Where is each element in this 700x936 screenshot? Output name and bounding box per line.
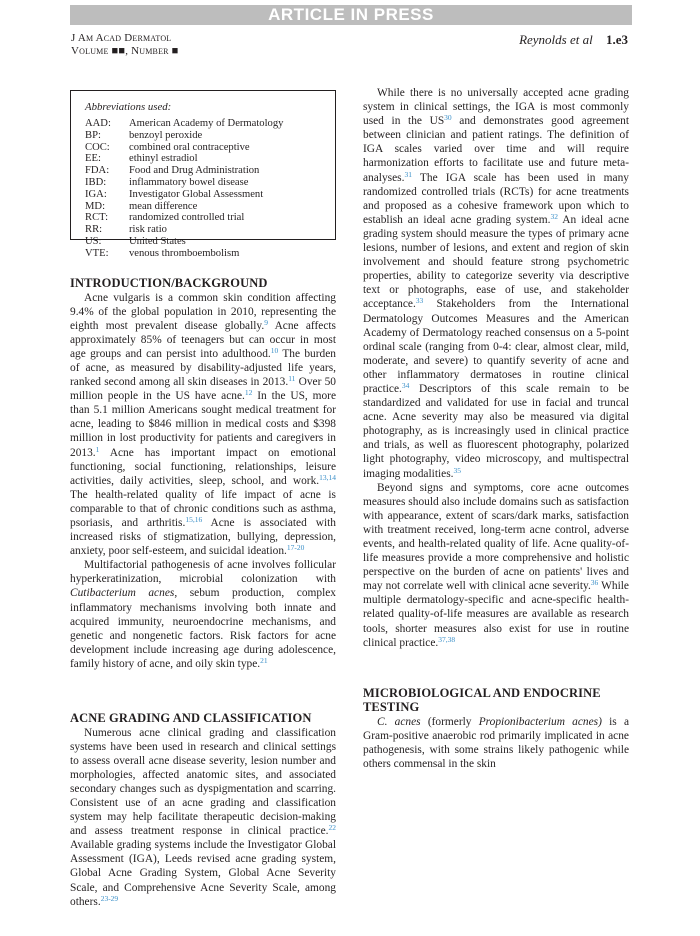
running-head-authors: Reynolds et al xyxy=(519,32,593,47)
abbreviation-row xyxy=(85,236,322,248)
citation-link[interactable]: 21 xyxy=(260,655,268,665)
italic-text: C. acnes xyxy=(377,715,421,728)
text-run: Descriptors of this scale remain to be standardized and validated for use in facial and truncal acne. Acne severity may also be measured via digital photography, as is increasingly used in clinical practice and trials, as well as fluorescent photography, polarized light photography, video microscopy, and multispectral imaging modalities. xyxy=(363,382,629,480)
text-run: The health-related quality of life impact of acne is comparable to that of chronic conditions such as asthma, psoriasis, and arthritis. xyxy=(70,488,336,529)
abbreviation-term: mean difference xyxy=(129,200,198,212)
abbreviation-code: EE: xyxy=(85,153,101,165)
abbreviation-code: COC: xyxy=(85,141,110,153)
left-column xyxy=(70,80,336,909)
abbreviation-row xyxy=(85,201,322,213)
text-run: (formerly xyxy=(420,715,479,728)
text-run: Acne has important impact on emotional functioning, social functioning, relationships, leisure activities, daily activities, sleep, school, and work. xyxy=(70,446,336,487)
text-run: The burden of acne, as measured by disability-adjusted life years, ranked second among all skin diseases in 2013. xyxy=(70,347,336,389)
abbreviation-row xyxy=(85,189,322,201)
citation-link[interactable]: 15,16 xyxy=(185,515,203,524)
abbreviation-code: BP: xyxy=(85,129,101,141)
section-acne-grading xyxy=(70,711,336,909)
abbreviation-term: combined oral contraceptive xyxy=(129,141,250,153)
page-number: 1.e3 xyxy=(605,32,628,47)
text-run: Acne is associated with increased risks of stigmatization, bullying, depression, anxiety, poor self-esteem, and suicidal ideation. xyxy=(70,517,336,558)
text-run: , sebum production, complex inflammatory mechanisms involving both innate and acquired immunity, neuroendocrine mechanisms, and genetic and nongenetic factors. Risk factors for acne development include increasing age during adolescence, family history of acne, and oily skin type. xyxy=(70,587,336,670)
citation-link[interactable]: 17-20 xyxy=(286,543,305,553)
abbreviation-term: United States xyxy=(129,236,186,248)
journal-name: J Am Acad Dermatol xyxy=(71,32,172,44)
journal-volume: Volume ■■, Number ■ xyxy=(71,45,179,57)
citation-link[interactable]: 33 xyxy=(415,296,424,306)
citation-link[interactable]: 13,14 xyxy=(319,472,336,482)
abbreviation-term: risk ratio xyxy=(129,224,167,236)
abbreviation-code: RCT: xyxy=(85,212,109,224)
citation-link[interactable]: 37,38 xyxy=(438,634,456,644)
citation-link[interactable]: 12 xyxy=(244,388,253,398)
paragraph xyxy=(70,558,336,671)
text-run: and demonstrates good agreement between clinician and patient ratings. The definition of IGA scales varied over time and will require harmonization efforts to facilitate use and future meta-analyses. xyxy=(363,115,629,184)
abbreviation-row xyxy=(85,142,322,154)
text-run: is a Gram-positive anaerobic rod primarily implicated in acne pathogenesis, with some strains likely pathogenic while others commensal in the skin xyxy=(363,715,630,771)
text-run: Beyond signs and symptoms, core acne outcomes measures should also include domains such as satisfaction with appearance, extent of scars/dark marks, satisfaction with treatment received, long-term acne control, adverse events, and health-related quality of life. Acne quality-of-life measures provide a more comprehensive and holistic perspective on the burden of acne on patients' lives and may not correlate well with clinical acne severity. xyxy=(363,481,629,593)
abbreviation-code: VTE: xyxy=(85,247,109,259)
abbreviation-code: IBD: xyxy=(85,177,107,189)
abbreviation-term: Food and Drug Administration xyxy=(129,165,260,177)
abbreviation-row xyxy=(85,248,322,260)
abbreviation-term: Investigator Global Assessment xyxy=(129,188,264,200)
citation-link[interactable]: 9 xyxy=(264,317,268,327)
abbreviation-row xyxy=(85,130,322,142)
abbreviation-code: IGA: xyxy=(85,188,107,200)
text-run: An ideal acne grading system should measure the types of primary acne lesions, number of lesions, and extent and region of skin involvement and should feature strong psychometric properties, ability to categorize severity via descriptive text or photographs, ease of use, and stakeholder acceptance. xyxy=(363,213,629,311)
abbreviation-code: FDA: xyxy=(85,165,110,177)
citation-link[interactable]: 1 xyxy=(95,444,100,454)
text-run: While there is no universally accepted acne grading system in clinical settings, the IGA is most commonly used in the US xyxy=(363,87,629,128)
running-head-right xyxy=(519,32,628,48)
abbreviation-term: inflammatory bowel disease xyxy=(129,177,249,189)
abbreviation-term: venous thromboembolism xyxy=(129,247,240,259)
abbreviation-term: randomized controlled trial xyxy=(129,212,245,224)
abbreviation-code: AAD: xyxy=(85,118,111,130)
text-run: Numerous acne clinical grading and classification systems have been used in research and clinical settings to assess overall acne disease severity, lesion number and morphologies, affected anatomic sites, and associated secondary changes such as dyspigmentation and scarring. Consistent use of an acne grading and classification system may help facilitate therapeutic decision-making and assess treatment response in clinical practice. xyxy=(70,726,336,838)
citation-link[interactable]: 23-29 xyxy=(100,893,119,903)
abbreviation-code: US: xyxy=(85,236,102,248)
text-run: Over 50 million people in the US have acne. xyxy=(70,376,336,403)
citation-link[interactable]: 11 xyxy=(288,374,296,384)
paragraph xyxy=(363,86,629,481)
citation-link[interactable]: 31 xyxy=(404,169,412,179)
abbreviation-code: MD: xyxy=(85,200,106,212)
citation-link[interactable]: 34 xyxy=(401,380,410,390)
section-microbiological-endocrine xyxy=(363,686,629,771)
abbreviation-row xyxy=(85,153,322,165)
section-introduction xyxy=(70,276,336,671)
text-run: Multifactorial pathogenesis of acne involves follicular hyperkeratinization, microbial colonization with xyxy=(70,559,336,586)
abbreviation-code: RR: xyxy=(85,224,103,236)
text-run: While multiple dermatology-specific and acne-specific health-related quality-of-life measures are available as research tools, shorter measures also exist for use in routine clinical practice. xyxy=(363,580,629,649)
paragraph xyxy=(363,481,629,650)
abbreviations-title: Abbreviations used: xyxy=(85,101,172,113)
section-acne-grading-continued xyxy=(363,86,629,650)
abbreviation-term: ethinyl estradiol xyxy=(129,153,198,165)
running-head-journal xyxy=(71,32,179,58)
abbreviation-term: American Academy of Dermatology xyxy=(129,118,284,130)
abbreviation-row xyxy=(85,118,322,130)
section-heading-introduction: INTRODUCTION/BACKGROUND xyxy=(70,276,268,290)
text-run: The IGA scale has been used in many randomized controlled trials (RCTs) for acne treatments and proposed as a cohesive framework upon which to establish an ideal acne grading system. xyxy=(363,171,629,226)
italic-text: Propionibacterium acnes) xyxy=(478,715,602,728)
paragraph xyxy=(70,726,336,909)
paragraph xyxy=(363,715,629,771)
article-in-press-banner: ARTICLE IN PRESS xyxy=(70,5,632,25)
text-run: Stakeholders from the International Dermatology Outcomes Measures and the American Academy of Dermatology reached consensus on a 5-point ordinal scale (ranging from 0-4: clear, almost clear, mild, moderate, and severe) to quantify severity of acne and other inflammatory dermatoses in routine clinical practice. xyxy=(363,298,629,395)
text-run: Acne affects approximately 85% of teenagers but can occur in most age groups and can persist into adulthood. xyxy=(70,319,336,360)
text-run: Available grading systems include the Investigator Global Assessment (IGA), Leeds revised acne grading system, Global Acne Grading System, Global Acne Severity Scale, and Comprehensive Acne Severity Scale, among others. xyxy=(70,839,336,908)
paragraph xyxy=(70,291,336,559)
citation-link[interactable]: 22 xyxy=(328,823,336,833)
citation-link[interactable]: 35 xyxy=(453,465,461,475)
text-run: In the US, more than 5.1 million Americans sought medical treatment for acne, leading to $846 million in medical costs and $398 million in lost productivity for patients and caregivers in 2013. xyxy=(70,390,337,459)
abbreviations-list xyxy=(85,118,322,260)
section-heading-microbiological: MICROBIOLOGICAL AND ENDOCRINE TESTING xyxy=(363,685,601,715)
citation-link[interactable]: 36 xyxy=(590,578,599,588)
abbreviation-row xyxy=(85,212,322,224)
citation-link[interactable]: 32 xyxy=(550,211,558,221)
abbreviation-term: benzoyl peroxide xyxy=(129,129,203,141)
abbreviation-row xyxy=(85,224,322,236)
italic-text: Cutibacterium acnes xyxy=(70,587,175,600)
text-run: Acne vulgaris is a common skin condition affecting 9.4% of the global population in 2010, representing the eighth most prevalent disease globally. xyxy=(70,291,336,332)
abbreviations-box xyxy=(70,90,336,259)
section-heading-acne-grading: ACNE GRADING AND CLASSIFICATION xyxy=(70,711,312,726)
abbreviation-row xyxy=(85,165,322,177)
citation-link[interactable]: 30 xyxy=(444,113,452,123)
abbreviation-row xyxy=(85,177,322,189)
citation-link[interactable]: 10 xyxy=(270,345,279,355)
right-column xyxy=(363,86,629,771)
